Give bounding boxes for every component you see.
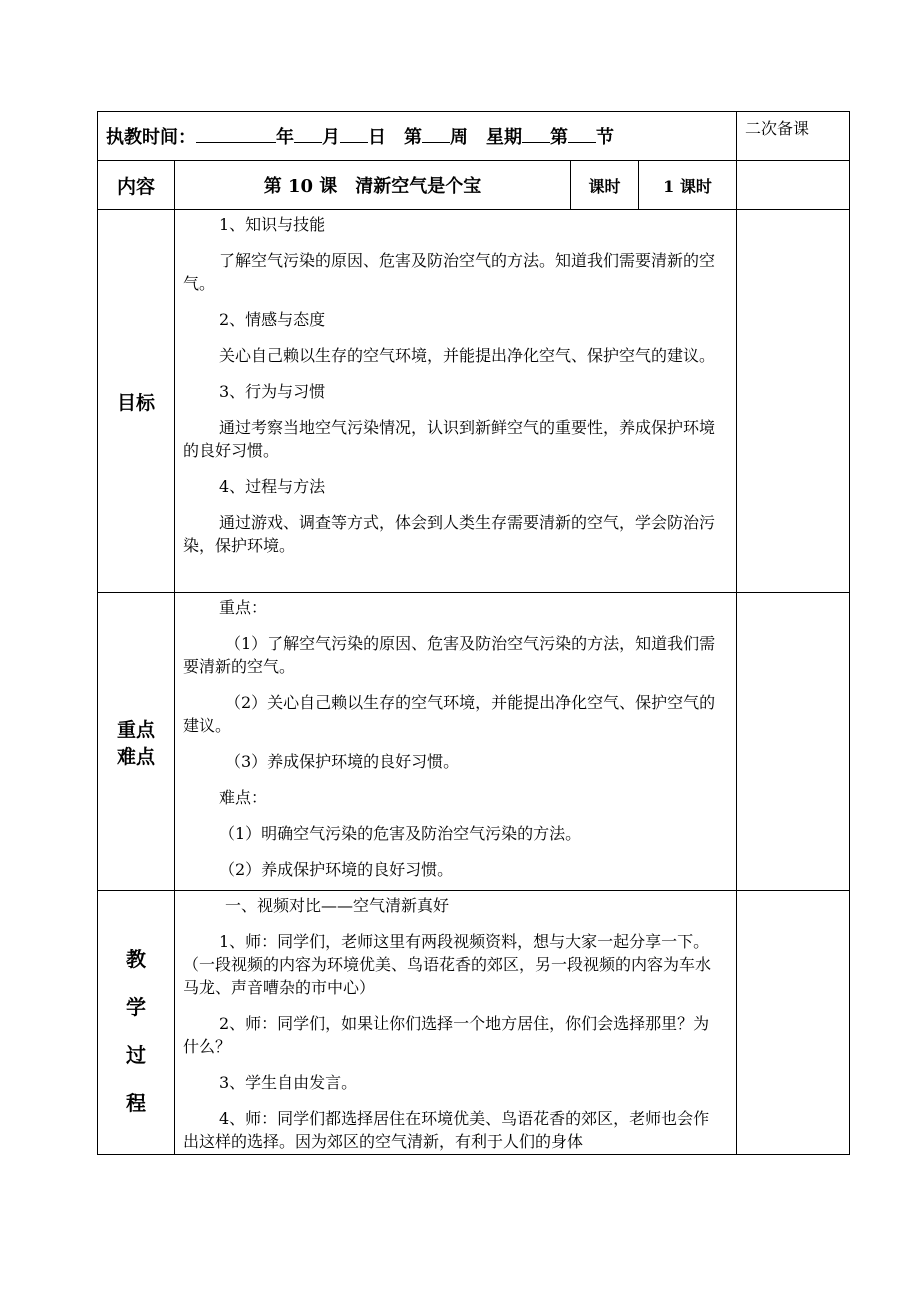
goals-row: [98, 210, 850, 593]
goals-label: 目标: [98, 210, 175, 593]
key-points-label-line1: 重点: [116, 718, 155, 741]
goals-content: [175, 210, 737, 593]
goal-heading: 2、情感与态度: [219, 310, 326, 329]
weekday-blank: [522, 124, 550, 143]
key-point-item: （3）养成保护环境的良好习惯。: [225, 752, 460, 771]
process-label-char: 过: [126, 1043, 146, 1067]
difficulty-item: （2）养成保护环境的良好习惯。: [219, 860, 454, 879]
weekday-label: 星期: [486, 127, 522, 148]
second-prep-cell: [737, 593, 850, 891]
week-label: 周: [450, 127, 468, 148]
process-label-char: 学: [126, 995, 146, 1019]
week-blank: [422, 124, 450, 143]
process-step: 2、师：同学们，如果让你们选择一个地方居住，你们会选择那里？为什么？: [183, 1014, 710, 1056]
lesson-title: 第 10 课 清新空气是个宝: [175, 161, 571, 210]
second-prep-cell: [737, 161, 850, 210]
goal-text: 关心自己赖以生存的空气环境，并能提出净化空气、保护空气的建议。: [219, 346, 716, 365]
month-blank: [294, 124, 322, 143]
date-blank: [196, 124, 276, 143]
section-label: 节: [596, 127, 614, 148]
goal-text: 了解空气污染的原因、危害及防治空气的方法。知道我们需要清新的空气。: [183, 251, 716, 293]
key-point-item: （1）了解空气污染的原因、危害及防治空气污染的方法，知道我们需要清新的空气。: [183, 634, 716, 676]
process-label-char: 教: [126, 947, 146, 971]
lesson-row: [98, 161, 850, 210]
section-blank: [568, 124, 596, 143]
goal-heading: 4、过程与方法: [219, 477, 326, 496]
hours-value: 1 课时: [639, 161, 737, 210]
second-prep-header: 二次备课: [737, 112, 850, 161]
process-label: [98, 891, 175, 1155]
hours-label: 课时: [571, 161, 639, 210]
process-step: 1、师：同学们，老师这里有两段视频资料，想与大家一起分享一下。（一段视频的内容为环境优美、鸟语花香的郊区，另一段视频的内容为车水马龙、声音嘈杂的市中心）: [183, 932, 712, 997]
key-points-label: [98, 593, 175, 891]
process-step: 3、学生自由发言。: [219, 1073, 358, 1092]
second-prep-cell: [737, 891, 850, 1155]
process-row: [98, 891, 850, 1155]
day-label: 日: [368, 127, 386, 148]
day-blank: [340, 124, 368, 143]
year-label: 年: [276, 127, 294, 148]
key-points-label-line2: 难点: [116, 745, 155, 768]
week-prefix: 第: [404, 127, 422, 148]
second-prep-cell: [737, 210, 850, 593]
lesson-plan-table: [97, 111, 850, 1155]
month-label: 月: [322, 127, 340, 148]
process-label-char: 程: [126, 1091, 146, 1115]
key-point-item: （2）关心自己赖以生存的空气环境，并能提出净化空气、保护空气的建议。: [183, 693, 716, 735]
difficulty-heading: 难点：: [219, 788, 268, 807]
goal-text: 通过游戏、调查等方式，体会到人类生存需要清新的空气，学会防治污染，保护环境。: [183, 513, 716, 555]
key-point-heading: 重点：: [219, 598, 268, 617]
goal-text: 通过考察当地空气污染情况，认识到新鲜空气的重要性，养成保护环境的良好习惯。: [183, 418, 716, 460]
goal-heading: 1、知识与技能: [219, 215, 326, 234]
key-points-content: [175, 593, 737, 891]
process-content: [175, 891, 737, 1155]
section-prefix: 第: [550, 127, 568, 148]
key-points-row: [98, 593, 850, 891]
teaching-time-cell: [98, 112, 737, 161]
header-row: [98, 112, 850, 161]
content-label: 内容: [98, 161, 175, 210]
teaching-time-label: 执教时间：: [106, 127, 196, 148]
difficulty-item: （1）明确空气污染的危害及防治空气污染的方法。: [219, 824, 582, 843]
goal-heading: 3、行为与习惯: [219, 382, 326, 401]
process-heading: 一、视频对比——空气清新真好: [225, 896, 450, 915]
process-step: 4、师：同学们都选择居住在环境优美、鸟语花香的郊区，老师也会作出这样的选择。因为郊区的空气清新，有利于人们的身体: [183, 1109, 710, 1151]
